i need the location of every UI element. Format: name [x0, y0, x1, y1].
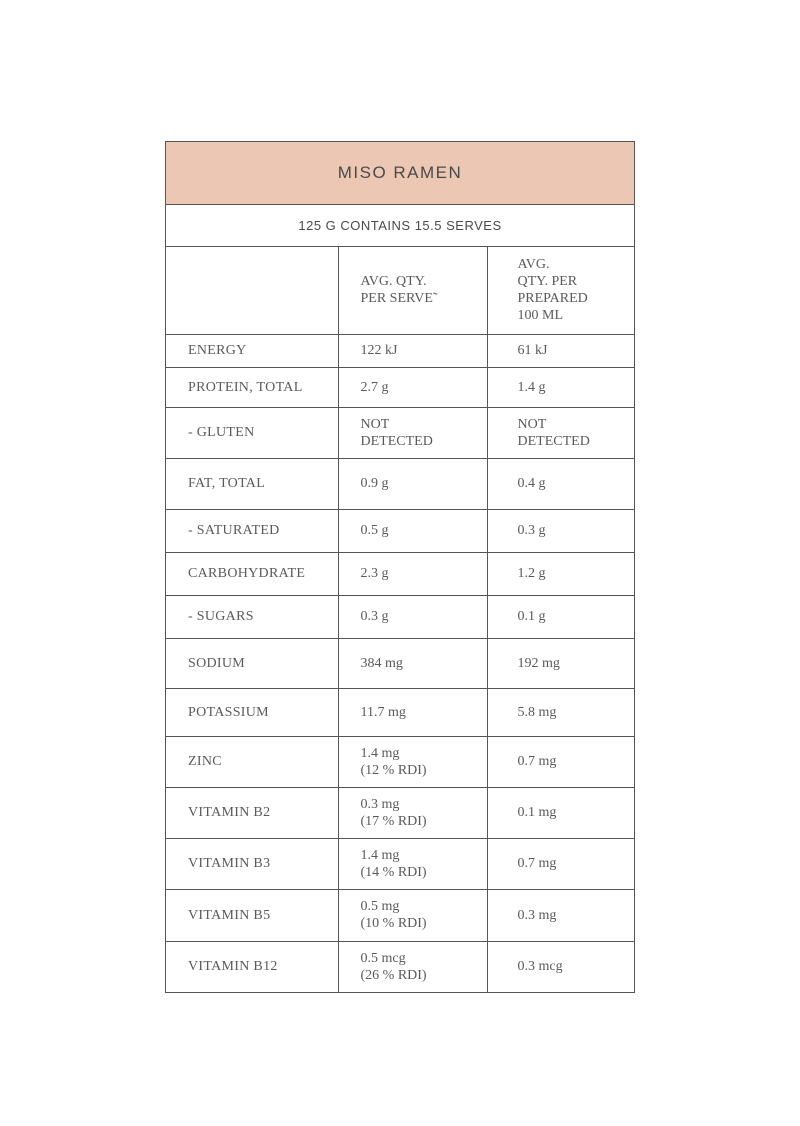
per-serve-value: 1.4 mg (12 % RDI) — [338, 736, 487, 787]
per-100ml-value: 0.3 g — [487, 509, 634, 552]
per-100ml-value: NOT DETECTED — [487, 407, 634, 458]
table-row — [166, 787, 634, 838]
per-serve-value: 11.7 mg — [338, 688, 487, 736]
nutrient-label: - SATURATED — [166, 509, 338, 552]
panel-title: MISO RAMEN — [166, 142, 634, 205]
nutrient-label: VITAMIN B5 — [166, 889, 338, 941]
per-serve-value: 1.4 mg (14 % RDI) — [338, 838, 487, 889]
per-100ml-value: 1.4 g — [487, 367, 634, 407]
table-row — [166, 458, 634, 509]
table-header-row — [166, 247, 634, 334]
nutrient-label: CARBOHYDRATE — [166, 552, 338, 595]
per-100ml-value: 0.3 mcg — [517, 959, 563, 975]
per-100ml-value: 0.1 g — [487, 595, 634, 638]
table-row — [166, 688, 634, 736]
table-row — [166, 334, 634, 367]
nutrient-label: VITAMIN B3 — [166, 838, 338, 889]
per-serve-value: 0.5 g — [338, 509, 487, 552]
nutrient-label: ENERGY — [166, 334, 338, 367]
nutrient-label: SODIUM — [166, 638, 338, 688]
header-blank-cell — [166, 247, 338, 334]
nutrient-label: - GLUTEN — [166, 407, 338, 458]
per-100ml-value: 0.7 mg — [487, 838, 634, 889]
per-serve-value: 0.3 mg (17 % RDI) — [338, 787, 487, 838]
per-serve-value: 0.3 g — [338, 595, 487, 638]
table-row — [166, 638, 634, 688]
per-100ml-value: 0.3 mg — [487, 889, 634, 941]
per-100ml-value: 192 mg — [487, 638, 634, 688]
nutrient-label: PROTEIN, TOTAL — [166, 367, 338, 407]
nutrient-label: VITAMIN B2 — [166, 787, 338, 838]
per-100ml-value: 0.7 mg — [487, 736, 634, 787]
table-row — [166, 838, 634, 889]
per-serve-value: 384 mg — [338, 638, 487, 688]
table-row — [166, 941, 634, 992]
nutrient-label: FAT, TOTAL — [166, 458, 338, 509]
per-serve-value: 0.9 g — [338, 458, 487, 509]
nutrient-label: - SUGARS — [166, 595, 338, 638]
nutrient-label: POTASSIUM — [166, 688, 338, 736]
per-serve-value: 0.5 mg (10 % RDI) — [338, 889, 487, 941]
table-row — [166, 595, 634, 638]
table-row — [166, 736, 634, 787]
per-serve-value: 2.7 g — [338, 367, 487, 407]
table-row — [166, 407, 634, 458]
per-100ml-value: 0.1 mg — [487, 787, 634, 838]
nutrition-table — [166, 247, 634, 992]
per-100ml-value: 5.8 mg — [487, 688, 634, 736]
header-per-100ml: AVG. QTY. PER PREPARED 100 ML — [487, 247, 634, 334]
table-row — [166, 552, 634, 595]
header-per-serve: AVG. QTY. PER SERVE˜ — [338, 247, 487, 334]
table-row — [166, 509, 634, 552]
per-100ml-value: 1.2 g — [487, 552, 634, 595]
per-100ml-value: 0.4 g — [487, 458, 634, 509]
nutrition-panel — [165, 141, 635, 993]
table-row — [166, 889, 634, 941]
serves-line: 125 G CONTAINS 15.5 SERVES — [166, 205, 634, 247]
per-serve-value: 2.3 g — [338, 552, 487, 595]
nutrient-label: VITAMIN B12 — [166, 941, 338, 992]
nutrient-label: ZINC — [166, 736, 338, 787]
per-serve-value: 122 kJ — [338, 334, 487, 367]
table-row — [166, 367, 634, 407]
per-serve-value: 0.5 mcg (26 % RDI) — [338, 941, 487, 992]
per-serve-value: NOT DETECTED — [338, 407, 487, 458]
per-100ml-value: 61 kJ — [487, 334, 634, 367]
